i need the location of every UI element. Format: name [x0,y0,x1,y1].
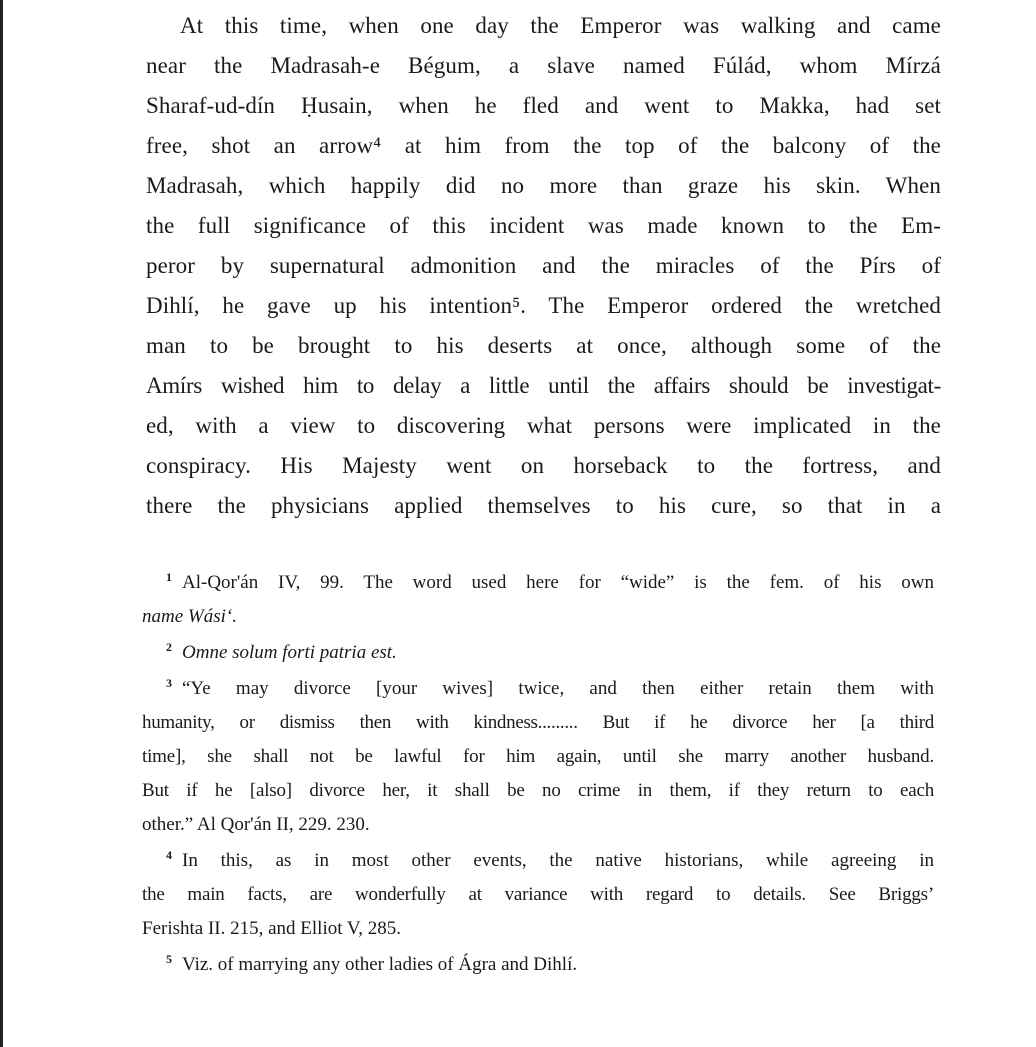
main-text-line: near the Madrasah-e Bégum, a slave named Fúlád, whom Mírzá [146,53,941,78]
footnote-4-line: Ferishta II. 215, and Elliot V, 285. [142,918,401,939]
footnote-2-mark: 2 [166,639,172,654]
footnote-3-line [142,672,934,706]
main-text-line: free, shot an arrow⁴ at him from the top of the balcony of the [146,133,941,158]
footnote-4-mark: 4 [166,847,172,862]
main-text-line: Dihlí, he gave up his intention⁵. The Emperor ordered the wretched [146,293,941,318]
footnote-3-mark: 3 [166,675,172,690]
footnote-1-text: Al-Qor'án IV, 99. The word used here for “wide” is the fem. of his own [182,572,934,593]
footnote-4-text: In this, as in most other events, the native historians, while agreeing in [182,850,934,871]
footnote-3-line: other.” Al Qor'án II, 229. 230. [142,814,370,835]
footnotes-block [142,566,934,982]
main-text-line: the full significance of this incident was made known to the Em- [146,213,941,238]
footnote-5-line [142,948,934,982]
main-text-line: peror by supernatural admonition and the miracles of the Pírs of [146,253,941,278]
main-text-block [146,6,941,526]
footnote-1-mark: 1 [166,569,172,584]
footnote-5-text: Viz. of marrying any other ladies of Ágra and Dihlí. [182,954,578,975]
footnote-2-line [142,636,934,670]
footnote-5-mark: 5 [166,951,172,966]
main-text-line: Amírs wished him to delay a little until the affairs should be investigat- [146,373,941,398]
footnote-3-line: But if he [also] divorce her, it shall be no crime in them, if they return to each [142,780,934,801]
footnote-2-text: Omne solum forti patria est. [182,642,397,663]
main-text-line: man to be brought to his deserts at once, although some of the [146,333,941,358]
footnote-1-italic-text: name Wási‘. [142,606,237,627]
main-text-line: ed, with a view to discovering what persons were implicated in the [146,413,941,438]
main-text-line: Madrasah, which happily did no more than graze his skin. When [146,173,941,198]
footnote-3-line: time], she shall not be lawful for him again, until she marry another husband. [142,746,934,767]
footnote-3-text: “Ye may divorce [your wives] twice, and then either retain them with [182,678,934,699]
page-left-border [0,0,3,1047]
main-text-line: At this time, when one day the Emperor was walking and came [180,13,941,38]
footnote-1-line [142,600,934,634]
main-text-line: Sharaf-ud-dín Ḥusain, when he fled and went to Makka, had set [146,93,941,118]
footnote-4-line: the main facts, are wonderfully at variance with regard to details. See Briggs’ [142,884,934,905]
main-text-line: there the physicians applied themselves to his cure, so that in a [146,493,941,518]
main-text-line: conspiracy. His Majesty went on horseback to the fortress, and [146,453,941,478]
footnote-3-line: humanity, or dismiss then with kindness......... But if he divorce her [a third [142,712,934,733]
footnote-1-line [142,566,934,600]
footnote-4-line [142,844,934,878]
